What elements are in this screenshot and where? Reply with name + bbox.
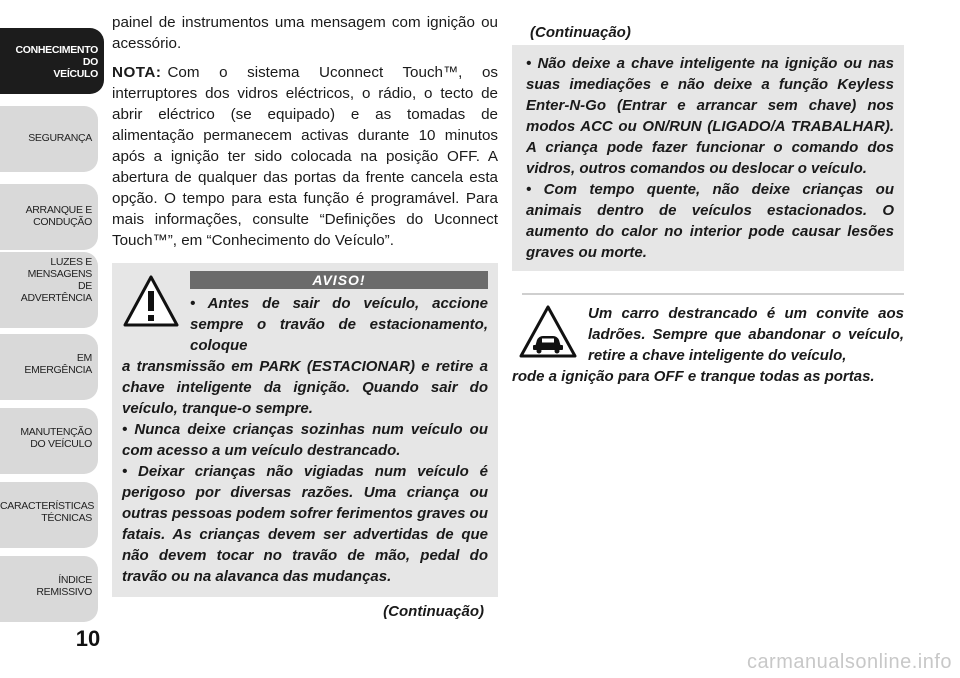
tab-luzes[interactable]: LUZES E MENSAGENS DE ADVERTÊNCIA [0, 252, 98, 328]
continued-bullet-2: • Com tempo quente, não deixe crianças ou animais dentro de veículos estacionados. O aumento do calor no interior pode causar lesões graves ou morte. [526, 181, 894, 261]
left-column [112, 12, 498, 620]
continued-label: (Continuação) [383, 603, 484, 620]
tab-seguranca[interactable]: SEGURANÇA [0, 106, 98, 172]
car-triangle-icon [518, 303, 578, 361]
tab-arranque[interactable]: ARRANQUE E CONDUÇÃO [0, 184, 98, 250]
theft-note [512, 293, 904, 387]
tab-indice[interactable]: ÍNDICE REMISSIVO [0, 556, 98, 622]
warning-bullet-3: • Deixar crianças não vigiadas num veículo é perigoso por diversas razões. Uma criança ou outras pessoas podem sofrer ferimentos graves ou fatais. As crianças devem ser advertidas de que não devem tocar no travão de mão, pedal do travão ou na alavanca das mudanças. [122, 463, 488, 585]
warning-triangle-icon [122, 273, 180, 331]
nota-text: Com o sistema Uconnect Touch™, os interruptores dos vidros eléctricos, o rádio, o tecto de abrir eléctrico (se equipado) e as tomadas de alimentação permanecem activas durante 10 minutos após a ignição ter sido colocada na posição OFF. A abertura de qualquer das portas da frente cancela esta opção. O tempo para esta função é programável. Para mais informações, consulte “Definições do Uconnect Touch™”, em “Conhecimento do Veículo”. [112, 64, 498, 249]
tab-emergencia[interactable]: EM EMERGÊNCIA [0, 334, 98, 400]
theft-note-first: Um carro destrancado é um convite aos ladrões. Sempre que abandonar o veículo, retire a chave inteligente do veículo, [588, 305, 904, 364]
warning-bullet-1-first: • Antes de sair do veículo, accione sempre o travão de estacionamento, coloque [190, 295, 488, 354]
intro-paragraph: painel de instrumentos uma mensagem com ignição ou acessório. [112, 14, 498, 52]
nota-label: NOTA: [112, 64, 162, 81]
warning-bullet-1-rest: a transmissão em PARK (ESTACIONAR) e retire a chave inteligente da ignição. Quando sair do veículo, tranque-o sempre. [122, 358, 488, 417]
warning-title: AVISO! [190, 271, 488, 289]
page-number: 10 [75, 626, 101, 651]
watermark: carmanualsonline.info [746, 651, 952, 673]
theft-note-rest: rode a ignição para OFF e tranque todas as portas. [512, 368, 875, 385]
tab-manutencao[interactable]: MANUTENÇÃO DO VEÍCULO [0, 408, 98, 474]
continued-bullet-1: • Não deixe a chave inteligente na ignição ou nas suas imediações e não deixe a função Keyless Enter-N-Go (Entrar e arrancar sem chave) nos modos ACC ou ON/RUN (LIGADO/A TRABALHAR). A criança pode fazer funcionar o comando dos vidros, outros comandos ou deslocar o veículo. [526, 55, 894, 177]
right-column [512, 12, 904, 387]
tab-caracteristicas[interactable]: CARACTERÍSTICAS TÉCNICAS [0, 482, 98, 548]
tab-conhecimento[interactable]: CONHECIMENTO DO VEÍCULO [0, 28, 104, 94]
divider [522, 293, 904, 295]
continued-warning-box [512, 45, 904, 271]
continued-head: (Continuação) [530, 24, 631, 41]
warning-bullet-2: • Nunca deixe crianças sozinhas num veículo ou com acesso a um veículo destrancado. [122, 421, 488, 459]
warning-box [112, 263, 498, 597]
nota-paragraph [112, 62, 498, 251]
